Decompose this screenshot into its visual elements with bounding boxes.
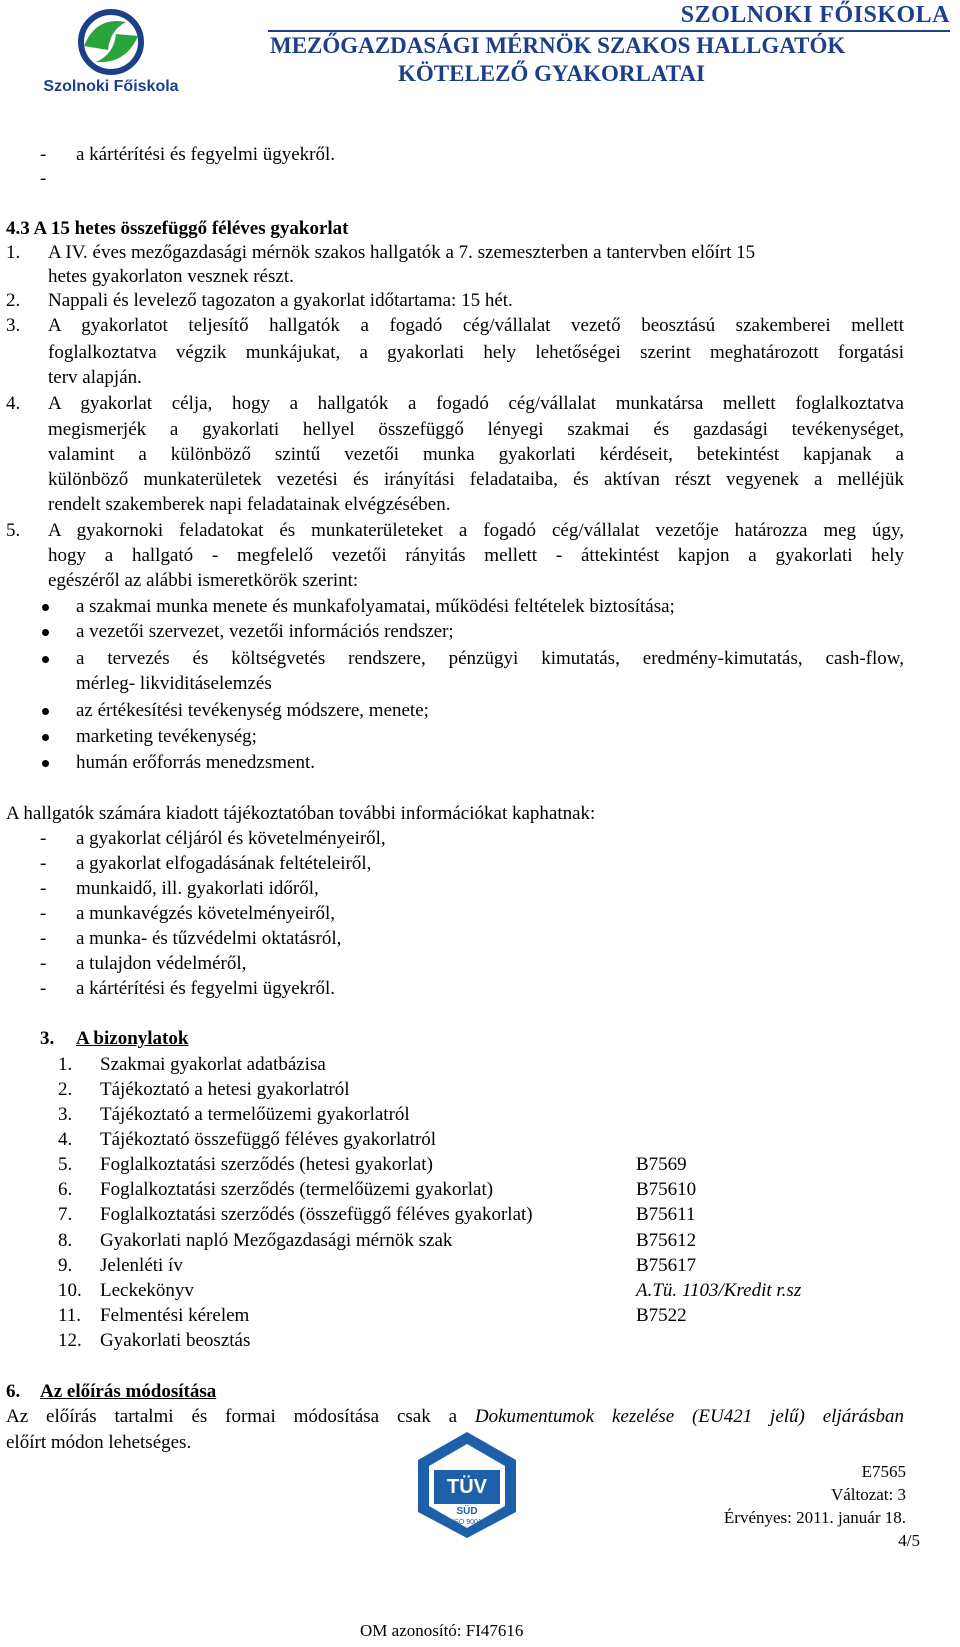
- doc-name: Tájékoztató a termelőüzemi gyakorlatról: [100, 1104, 410, 1125]
- modification-text: [6, 1405, 904, 1429]
- doc-name: Tájékoztató összefüggő féléves gyakorlatról: [100, 1129, 437, 1150]
- item-num: 2.: [6, 290, 21, 311]
- dash-marker: -: [40, 853, 47, 874]
- bullet-icon: [42, 656, 49, 663]
- dash-marker: -: [40, 928, 47, 949]
- section-title: 4.3 A 15 hetes összefüggő féléves gyakorlat: [6, 218, 349, 239]
- doc-code: B75611: [636, 1204, 696, 1225]
- info-item: munkaidő, ill. gyakorlati időről,: [76, 878, 319, 899]
- item-line: hetes gyakorlaton vesznek részt.: [48, 266, 294, 287]
- info-item: a munkavégzés követelményeiről,: [76, 903, 336, 924]
- doc-num: 1.: [58, 1054, 73, 1075]
- page-number: 4/5: [898, 1531, 920, 1550]
- item-num: 3.: [6, 315, 21, 336]
- bullet-text: a szakmai munka menete és munkafolyamatai, működési feltételek biztosítása;: [76, 596, 675, 617]
- doc-num: 6.: [58, 1179, 73, 1200]
- doc-name: Jelenléti ív: [100, 1255, 183, 1276]
- modification-text-b: előírt módon lehetséges.: [6, 1432, 192, 1453]
- bullet-text: a tervezés és költségvetés rendszere, pénzügyi kimutatás, eredmény-kimutatás, cash-flow,: [76, 648, 904, 669]
- info-item: a kártérítési és fegyelmi ügyekről.: [76, 978, 336, 999]
- info-item: a gyakorlat céljáról és követelményeiről,: [76, 828, 386, 849]
- doc-num: 11.: [58, 1305, 82, 1326]
- item-line: A gyakorlat célja, hogy a hallgatók a fogadó cég/vállalat munkatársa mellett foglalkoztatva: [48, 393, 904, 414]
- info-item: a gyakorlat elfogadásának feltételeiről,: [76, 853, 372, 874]
- doc-num: 12.: [58, 1330, 82, 1351]
- item-num: 5.: [6, 520, 21, 541]
- item-line: A gyakorlatot teljesítő hallgatók a fogadó cég/vállalat vezető beosztású szakemberei mellett: [48, 315, 904, 336]
- info-item: a tulajdon védelméről,: [76, 953, 247, 974]
- bullet-icon: [42, 708, 49, 715]
- doc-name: Foglalkoztatási szerződés (hetesi gyakorlat): [100, 1154, 433, 1175]
- doc-num: 5.: [58, 1154, 73, 1175]
- doc-code: B75612: [636, 1230, 697, 1251]
- doc-name: Gyakorlati beosztás: [100, 1330, 251, 1351]
- doc-code: B75617: [636, 1255, 697, 1276]
- doc-code: B75610: [636, 1179, 697, 1200]
- header-line1: MEZŐGAZDASÁGI MÉRNÖK SZAKOS HALLGATÓK: [270, 33, 846, 58]
- bullet-icon: [42, 760, 49, 767]
- bullet-icon: [42, 604, 49, 611]
- doc-name: Foglalkoztatási szerződés (termelőüzemi gyakorlat): [100, 1179, 494, 1200]
- doc-code: A.Tü. 1103/Kredit r.sz: [636, 1280, 802, 1301]
- doc-name: Felmentési kérelem: [100, 1305, 250, 1326]
- item-line: egészéről az alábbi ismeretkörök szerint:: [48, 570, 359, 591]
- doc-num: 7.: [58, 1204, 73, 1225]
- section-num: 3.: [40, 1028, 55, 1049]
- version: Változat: 3: [830, 1485, 906, 1504]
- tuv-iso: ISO 9001: [452, 1519, 482, 1526]
- doc-num: 10.: [58, 1280, 82, 1301]
- item-line: különböző munkaterületek vezetési és irányítási feladataiba, és aktívan részt vegyenek a melléjük: [48, 469, 904, 490]
- valid-date: Érvényes: 2011. január 18.: [723, 1508, 906, 1527]
- item-line: valamint a különböző szintű vezetői munka gyakorlati kérdéseit, betekintést kapjanak a: [48, 444, 904, 465]
- tuv-logo-icon: [412, 1430, 522, 1540]
- section-title: A bizonylatok: [76, 1028, 189, 1049]
- doc-name: Leckekönyv: [100, 1280, 194, 1301]
- item-line: A IV. éves mezőgazdasági mérnök szakos hallgatók a 7. szemeszterben a tantervben előírt 15: [48, 242, 756, 263]
- section-title: Az előírás módosítása: [40, 1381, 217, 1402]
- item-line: Nappali és levelező tagozaton a gyakorlat időtartama: 15 hét.: [48, 290, 513, 311]
- doc-name: Gyakorlati napló Mezőgazdasági mérnök szak: [100, 1230, 453, 1251]
- bullet-text: marketing tevékenység;: [76, 726, 257, 747]
- section-num: 6.: [6, 1381, 21, 1402]
- bullet-text: humán erőforrás menedzsment.: [76, 752, 315, 773]
- doc-num: 9.: [58, 1255, 73, 1276]
- dash-marker: -: [40, 168, 47, 189]
- doc-name: Szakmai gyakorlat adatbázisa: [100, 1054, 326, 1075]
- item-line: rendelt szakemberek napi feladatainak elvégzésében.: [48, 494, 451, 515]
- doc-code: E7565: [861, 1462, 906, 1481]
- item-num: 4.: [6, 393, 21, 414]
- dash-marker: -: [40, 903, 47, 924]
- doc-name: Tájékoztató a hetesi gyakorlatról: [100, 1079, 350, 1100]
- doc-num: 4.: [58, 1129, 73, 1150]
- tuv-sub: SÜD: [456, 1506, 478, 1517]
- doc-code: B7522: [636, 1305, 687, 1326]
- item-num: 1.: [6, 242, 21, 263]
- item-line: foglalkoztatva végzik munkájukat, a gyakorlati hely lehetőségei szerint meghatározott forgatási: [48, 342, 904, 363]
- doc-num: 2.: [58, 1079, 73, 1100]
- doc-num: 3.: [58, 1104, 73, 1125]
- bullet-text: mérleg- likviditáselemzés: [76, 673, 272, 694]
- bullet-text: a vezetői szervezet, vezetői információs rendszer;: [76, 621, 454, 642]
- doc-code: B7569: [636, 1154, 687, 1175]
- om-id: OM azonosító: FI47616: [360, 1621, 524, 1640]
- item-line: megismerjék a gyakorlati hellyel összefüggő lényegi szakmai és gazdasági tevékenységet,: [48, 419, 904, 440]
- modification-text-a: Az előírás tartalmi és formai módosítása csak a: [6, 1406, 475, 1427]
- dash-marker: -: [40, 978, 47, 999]
- bullet-icon: [42, 734, 49, 741]
- header-org: SZOLNOKI FŐISKOLA: [680, 2, 950, 28]
- info-item: a munka- és tűzvédelmi oktatásról,: [76, 928, 342, 949]
- dash-marker: -: [40, 953, 47, 974]
- dash-marker: -: [40, 144, 47, 165]
- bullet-text: az értékesítési tevékenység módszere, menete;: [76, 700, 429, 721]
- tuv-text: TÜV: [447, 1476, 487, 1498]
- doc-num: 8.: [58, 1230, 73, 1251]
- item-line: A gyakornoki feladatokat és munkaterületeket a fogadó cég/vállalat vezetője határozza meg úgy,: [48, 520, 904, 541]
- header-line2: KÖTELEZŐ GYAKORLATAI: [398, 61, 705, 86]
- dash-marker: -: [40, 828, 47, 849]
- item-line: hogy a hallgató - megfelelő vezetői rányitás mellett - áttekintést kapjon a gyakorlati hely: [48, 545, 904, 566]
- dash-item: a kártérítési és fegyelmi ügyekről.: [76, 144, 336, 165]
- doc-name: Foglalkoztatási szerződés (összefüggő féléves gyakorlat): [100, 1204, 533, 1225]
- logo-text: Szolnoki Főiskola: [43, 78, 179, 95]
- info-intro: A hallgatók számára kiadott tájékoztatóban további információkat kaphatnak:: [6, 803, 596, 824]
- header-subtitle: [270, 32, 845, 88]
- item-line: terv alapján.: [48, 367, 142, 388]
- dash-marker: -: [40, 878, 47, 899]
- modification-text-italic: Dokumentumok kezelése (EU421 jelű) eljárásban: [474, 1406, 904, 1427]
- bullet-icon: [42, 629, 49, 636]
